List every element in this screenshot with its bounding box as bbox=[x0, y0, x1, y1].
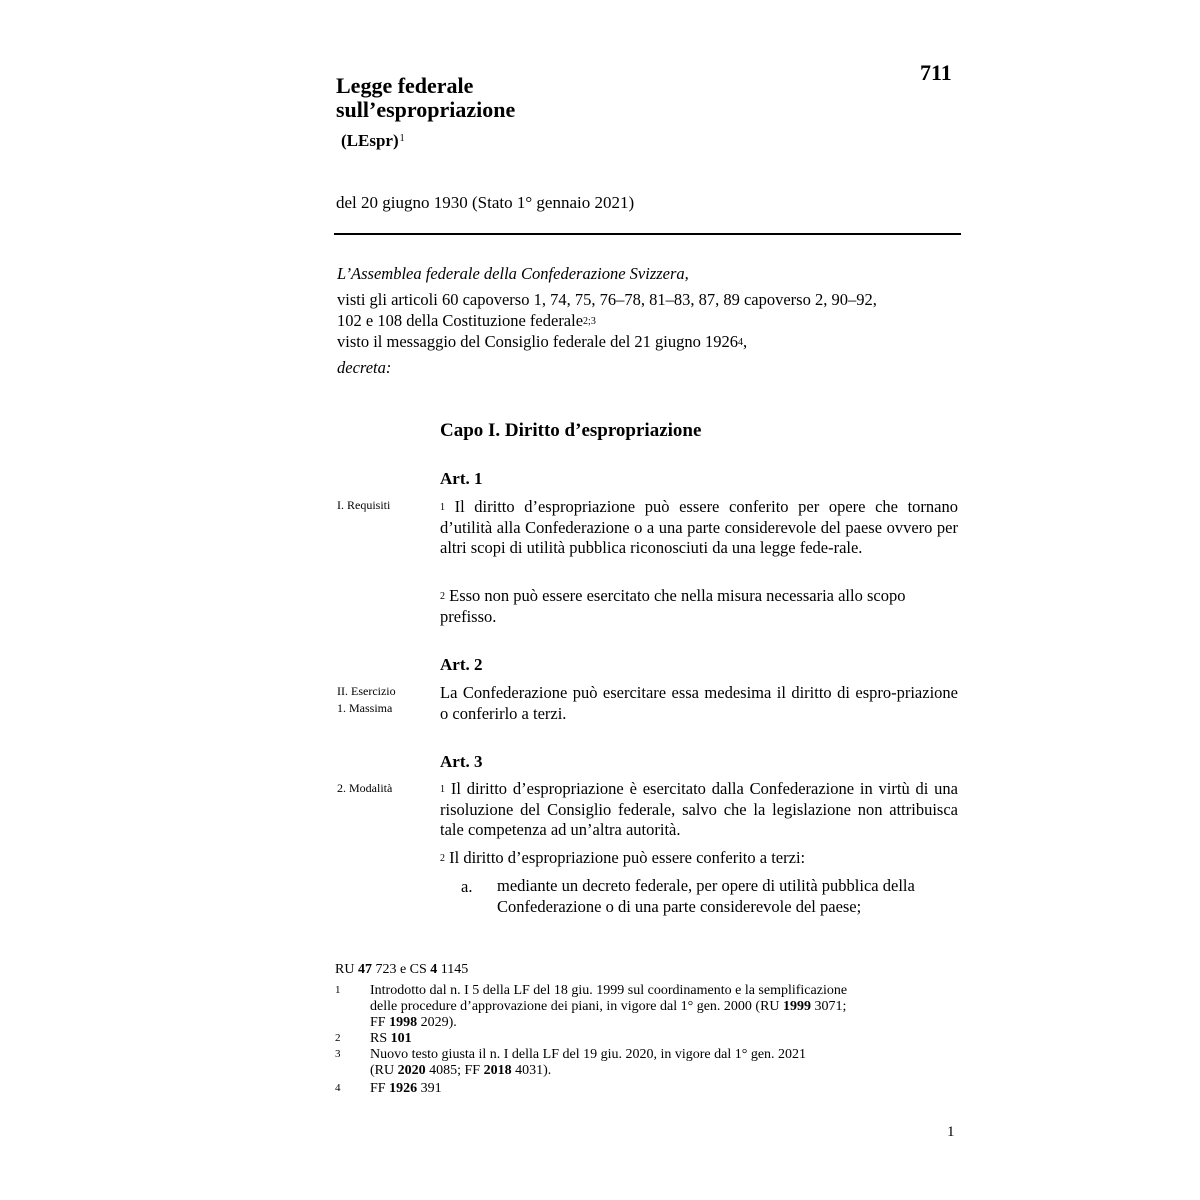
abbreviation-text: (LEspr) bbox=[341, 131, 399, 150]
preamble-line-1: visti gli articoli 60 capoverso 1, 74, 75, 76–78, 81–83, 87, 89 capoverso 2, 90–92, bbox=[337, 290, 877, 309]
article-3-title: Art. 3 bbox=[440, 752, 483, 771]
paragraph-number: 1 bbox=[440, 784, 445, 795]
footnote-text: 4031). bbox=[511, 1063, 552, 1078]
paragraph-text: Il diritto d’espropriazione può essere conferito per opere che tornano d’utilità alla Confederazione o a una parte considerevole del paese ovvero per altri scopi di utilità pubblica riconosciuti da una legge fede-rale. bbox=[440, 497, 958, 557]
header-rule bbox=[334, 233, 961, 235]
law-abbreviation bbox=[341, 131, 405, 151]
footnote-text-line: Introdotto dal n. I 5 della LF del 18 giu. 1999 sul coordinamento e la semplificazione bbox=[370, 983, 848, 998]
footnote-text-line bbox=[370, 1031, 930, 1046]
preamble-line-2-text: 102 e 108 della Costituzione federale bbox=[337, 311, 584, 330]
footnote-ref-2-3[interactable]: 2;3 bbox=[583, 316, 596, 327]
sr-number: 711 bbox=[920, 60, 952, 85]
preamble-decreta: decreta: bbox=[337, 358, 392, 377]
footnote-text: delle procedure d’approvazione dei piani, in vigore dal 1° gen. 2000 (RU bbox=[370, 999, 784, 1014]
title-line-1: Legge federale bbox=[336, 73, 474, 98]
footnote-volume: 1999 bbox=[783, 999, 812, 1014]
preamble-line-3-text: visto il messaggio del Consiglio federale del 21 giugno 1926 bbox=[337, 332, 738, 351]
article-2-margin-title-2: 1. Massima bbox=[337, 701, 393, 715]
paragraph-text: Il diritto d’espropriazione è esercitato dalla Confederazione in virtù di una risoluzione del Consiglio federale, salvo che la legislazione non attribuisca tale competenza ad un’altra autorità. bbox=[440, 779, 959, 839]
source-volume: 47 bbox=[357, 962, 372, 977]
source-reference bbox=[335, 962, 935, 977]
footnote-volume: 101 bbox=[390, 1031, 412, 1046]
date-line: del 20 giugno 1930 (Stato 1° gennaio 2021) bbox=[336, 193, 635, 212]
footnote-text: 391 bbox=[417, 1081, 442, 1096]
chapter-heading: Capo I. Diritto d’espropriazione bbox=[440, 420, 702, 441]
footnote-text-line bbox=[370, 999, 930, 1014]
footnote-volume: 1926 bbox=[389, 1081, 418, 1096]
article-3-item-text: mediante un decreto federale, per opere di utilità pubblica della Confederazione o di una parte considerevole del paese; bbox=[497, 876, 915, 916]
article-3-item-label: a. bbox=[461, 877, 473, 896]
preamble-line-3-end: , bbox=[743, 332, 748, 351]
footnote-number: 1 bbox=[335, 984, 341, 996]
footnote-volume: 2020 bbox=[397, 1063, 426, 1078]
footnote-volume: 2018 bbox=[483, 1063, 512, 1078]
footnote-2 bbox=[335, 1031, 935, 1047]
preamble-line-2 bbox=[337, 310, 962, 331]
footnote-text-line bbox=[370, 1015, 930, 1030]
source-text: 1145 bbox=[437, 962, 469, 977]
article-3-paragraph-2 bbox=[440, 848, 958, 869]
paragraph-text: Esso non può essere esercitato che nella misura necessaria allo scopo prefisso. bbox=[440, 586, 906, 626]
footnote-text: 3071; bbox=[811, 999, 847, 1014]
footnote-ref-4[interactable]: 4 bbox=[738, 337, 743, 348]
article-2-paragraph-1: La Confederazione può esercitare essa medesima il diritto di espro-priazione o conferirlo a terzi. bbox=[440, 683, 958, 723]
footnote-4 bbox=[335, 1081, 935, 1097]
source-text: 723 e CS bbox=[371, 962, 431, 977]
footnote-text-line bbox=[370, 1063, 930, 1078]
footnote-text-line bbox=[370, 1081, 930, 1096]
footnote-ref-1[interactable]: 1 bbox=[399, 133, 405, 144]
footnote-number: 2 bbox=[335, 1032, 341, 1044]
source-text: RU bbox=[335, 962, 358, 977]
footnote-text: FF bbox=[370, 1081, 390, 1096]
footnote-text: (RU bbox=[370, 1063, 398, 1078]
footnote-text: 4085; FF bbox=[425, 1063, 484, 1078]
article-1-paragraph-1 bbox=[440, 497, 958, 559]
article-3-paragraph-1 bbox=[440, 779, 958, 841]
article-1-paragraph-2 bbox=[440, 586, 958, 627]
paragraph-number: 1 bbox=[440, 502, 445, 513]
footnote-text: 2029). bbox=[417, 1015, 457, 1030]
article-3-margin-title: 2. Modalità bbox=[337, 781, 393, 795]
article-2-title: Art. 2 bbox=[440, 655, 483, 674]
page-number: 1 bbox=[947, 1124, 955, 1140]
footnote-number: 4 bbox=[335, 1082, 341, 1094]
footnote-volume: 1998 bbox=[389, 1015, 418, 1030]
footnote-number: 3 bbox=[335, 1048, 341, 1060]
footnote-text: FF bbox=[370, 1015, 390, 1030]
paragraph-text: Il diritto d’espropriazione può essere conferito a terzi: bbox=[449, 848, 806, 867]
title-line-2: sull’espropriazione bbox=[336, 97, 516, 122]
footnote-1 bbox=[335, 983, 935, 1033]
paragraph-number: 2 bbox=[440, 591, 445, 602]
article-2-margin-title-1: II. Esercizio bbox=[337, 684, 396, 698]
article-1-title: Art. 1 bbox=[440, 469, 483, 488]
article-1-margin-title: I. Requisiti bbox=[337, 498, 391, 512]
paragraph-number: 2 bbox=[440, 853, 445, 864]
footnote-3 bbox=[335, 1047, 935, 1079]
preamble-intro: L’Assemblea federale della Confederazione Svizzera, bbox=[337, 264, 689, 283]
source-volume: 4 bbox=[430, 962, 438, 977]
preamble-line-3 bbox=[337, 331, 962, 352]
footnote-text: RS bbox=[370, 1031, 391, 1046]
footnote-text-line: Nuovo testo giusta il n. I della LF del 19 giu. 2020, in vigore dal 1° gen. 2021 bbox=[370, 1047, 807, 1062]
